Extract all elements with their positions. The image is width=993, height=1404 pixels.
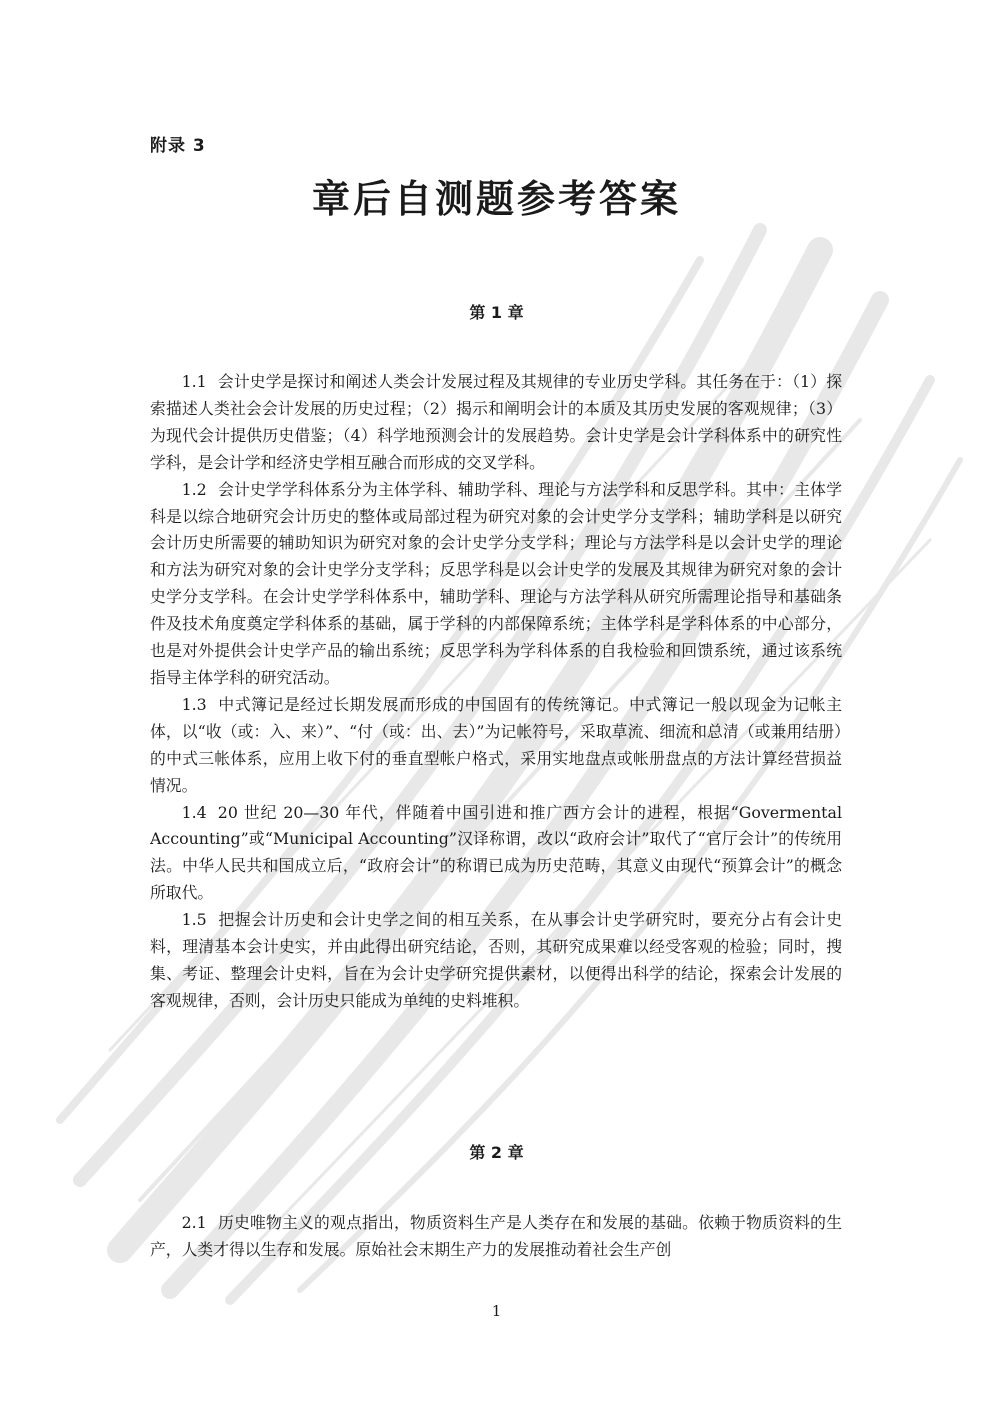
paragraph-2-1 (150, 1210, 842, 1264)
paragraph-number: 1.4 (181, 802, 207, 822)
page-title: 章后自测题参考答案 (311, 177, 681, 221)
paragraph-text: 把握会计历史和会计史学之间的相互关系，在从事会计史学研究时，要充分占有会计史料，理清基本会计史实，并由此得出研究结论，否则，其研究成果难以经受客观的检验；同时，搜集、考证、整理会计史料，旨在为会计史学研究提供素材，以便得出科学的结论，探索会计发展的客观规律，否则，会计历史只能成为单纯的史料堆积。 (150, 910, 842, 1010)
paragraph-text: 会计史学是探讨和阐述人类会计发展过程及其规律的专业历史学科。其任务在于：（1）探索描述人类社会会计发展的历史过程；（2）揭示和阐明会计的本质及其历史发展的客观规律；（3）为现代会计提供历史借鉴；（4）科学地预测会计的发展趋势。会计史学是会计学科体系中的研究性学科，是会计学和经济史学相互融合而形成的交叉学科。 (150, 372, 842, 472)
paragraph-1-2 (150, 477, 842, 692)
paragraph-number: 1.3 (181, 694, 207, 714)
chapter-2-body (150, 1210, 842, 1264)
chapter-1-heading: 第 1 章 (469, 303, 524, 322)
paragraph-number: 1.5 (181, 910, 207, 930)
paragraph-number: 2.1 (181, 1213, 207, 1232)
paragraph-1-3 (150, 692, 842, 800)
paragraph-1-4 (150, 800, 842, 908)
paragraph-1-1 (150, 369, 842, 477)
page-number: 1 (491, 1302, 502, 1320)
paragraph-text: 中式簿记是经过长期发展而形成的中国固有的传统簿记。中式簿记一般以现金为记帐主体，以“收（或：入、来）”、“付（或：出、去）”为记帐符号，采取草流、细流和总清（或兼用结册）的中式三帐体系，应用上收下付的垂直型帐户格式，采用实地盘点或帐册盘点的方法计算经营损益情况。 (150, 694, 842, 795)
chapter-2-heading: 第 2 章 (469, 1143, 524, 1162)
paragraph-text: 20 世纪 20—30 年代，伴随着中国引进和推广西方会计的进程，根据“Govermental Accounting”或“Municipal Accounting”汉译称谓，改以“政府会计”取代了“官厅会计”的传统用法。中华人民共和国成立后，“政府会计”的称谓已成为历史范畴，其意义由现代“预算会计”的概念所取代。 (150, 802, 842, 903)
paragraph-number: 1.2 (181, 479, 207, 499)
appendix-label: 附录 3 (150, 136, 206, 156)
chapter-1-body (150, 369, 842, 1015)
paragraph-1-5 (150, 907, 842, 1015)
paragraph-number: 1.1 (181, 372, 207, 391)
paragraph-text: 历史唯物主义的观点指出，物质资料生产是人类存在和发展的基础。依赖于物质资料的生产，人类才得以生存和发展。原始社会末期生产力的发展推动着社会生产创 (150, 1213, 842, 1259)
paragraph-text: 会计史学学科体系分为主体学科、辅助学科、理论与方法学科和反思学科。其中：主体学科是以综合地研究会计历史的整体或局部过程为研究对象的会计史学分支学科；辅助学科是以研究会计历史所需要的辅助知识为研究对象的会计史学分支学科；理论与方法学科是以会计史学的理论和方法为研究对象的会计史学分支学科；反思学科是以会计史学的发展及其规律为研究对象的会计史学分支学科。在会计史学学科体系中，辅助学科、理论与方法学科从研究所需理论指导和基础条件及技术角度奠定学科体系的基础，属于学科的内部保障系统；主体学科是学科体系的中心部分，也是对外提供会计史学产品的输出系统；反思学科为学科体系的自我检验和回馈系统，通过该系统指导主体学科的研究活动。 (150, 479, 842, 687)
